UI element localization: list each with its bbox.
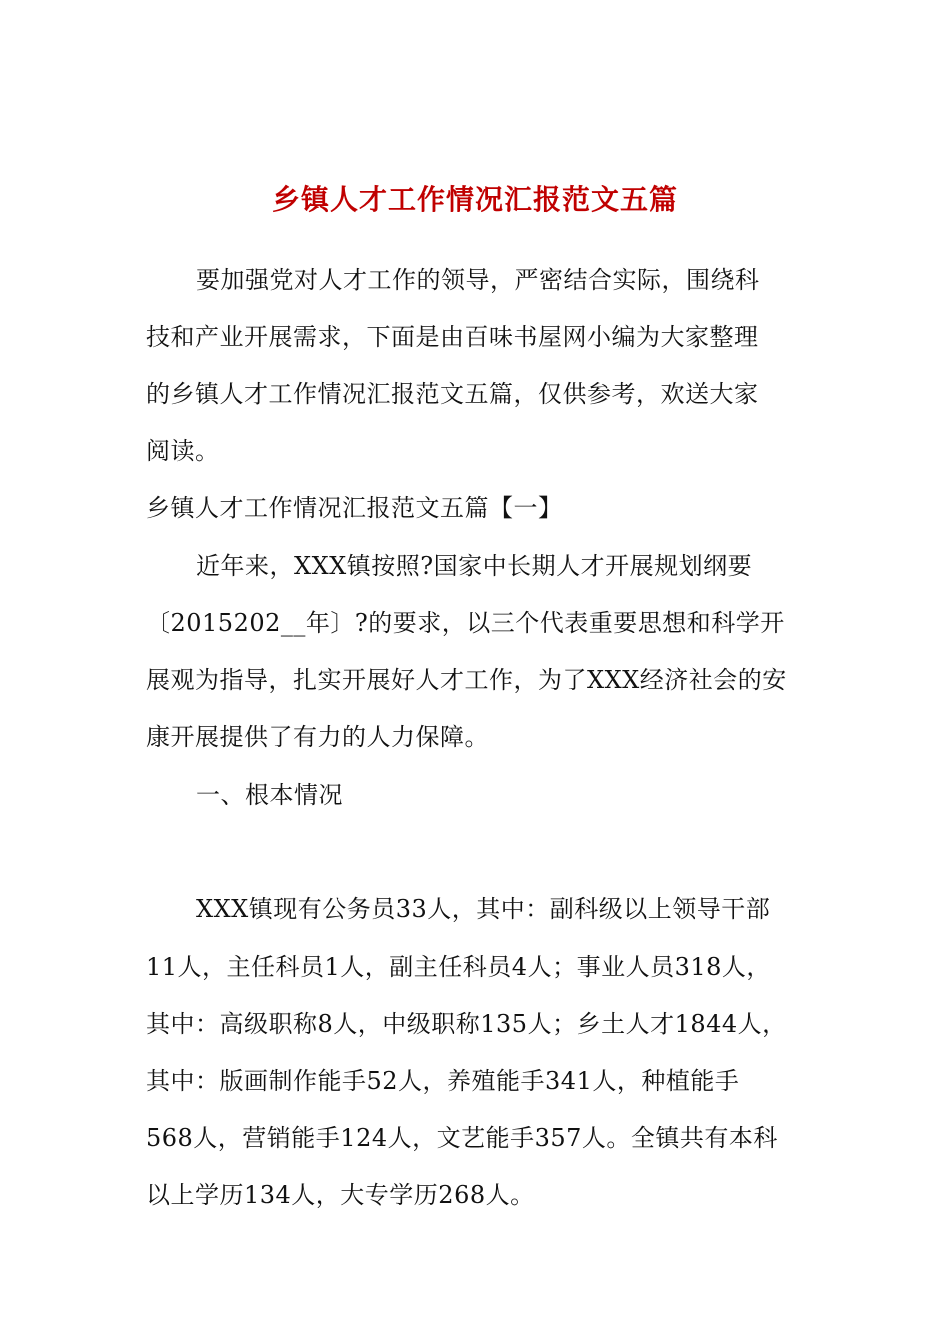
para1-line-2: 〔2015202__年〕?的要求，以三个代表重要思想和科学开 bbox=[146, 609, 785, 637]
para2-line-1: XXX镇现有公务员33人，其中：副科级以上领导干部 bbox=[196, 895, 771, 923]
para2-line-5: 568人，营销能手124人，文艺能手357人。全镇共有本科 bbox=[146, 1124, 778, 1152]
section-heading: 乡镇人才工作情况汇报范文五篇【一】 bbox=[146, 494, 563, 522]
para2-line-3: 其中：高级职称8人，中级职称135人；乡土人才1844人， bbox=[146, 1010, 787, 1038]
para2-line-4: 其中：版画制作能手52人，养殖能手341人，种植能手 bbox=[146, 1067, 740, 1095]
para2-line-2: 11人，主任科员1人，副主任科员4人；事业人员318人， bbox=[146, 953, 771, 981]
document-title: 乡镇人才工作情况汇报范文五篇 bbox=[271, 183, 678, 216]
intro-line-1: 要加强党对人才工作的领导，严密结合实际，围绕科 bbox=[196, 266, 760, 294]
intro-line-3: 的乡镇人才工作情况汇报范文五篇，仅供参考，欢送大家 bbox=[146, 380, 759, 408]
intro-line-4: 阅读。 bbox=[146, 437, 220, 465]
para2-line-6: 以上学历134人，大专学历268人。 bbox=[146, 1181, 535, 1209]
intro-line-2: 技和产业开展需求，下面是由百味书屋网小编为大家整理 bbox=[146, 323, 759, 351]
para1-line-1: 近年来，XXX镇按照?国家中长期人才开展规划纲要 bbox=[196, 552, 753, 580]
para1-line-3: 展观为指导，扎实开展好人才工作，为了XXX经济社会的安 bbox=[146, 666, 787, 694]
para1-line-4: 康开展提供了有力的人力保障。 bbox=[146, 723, 489, 751]
subheading: 一、根本情况 bbox=[196, 781, 343, 809]
